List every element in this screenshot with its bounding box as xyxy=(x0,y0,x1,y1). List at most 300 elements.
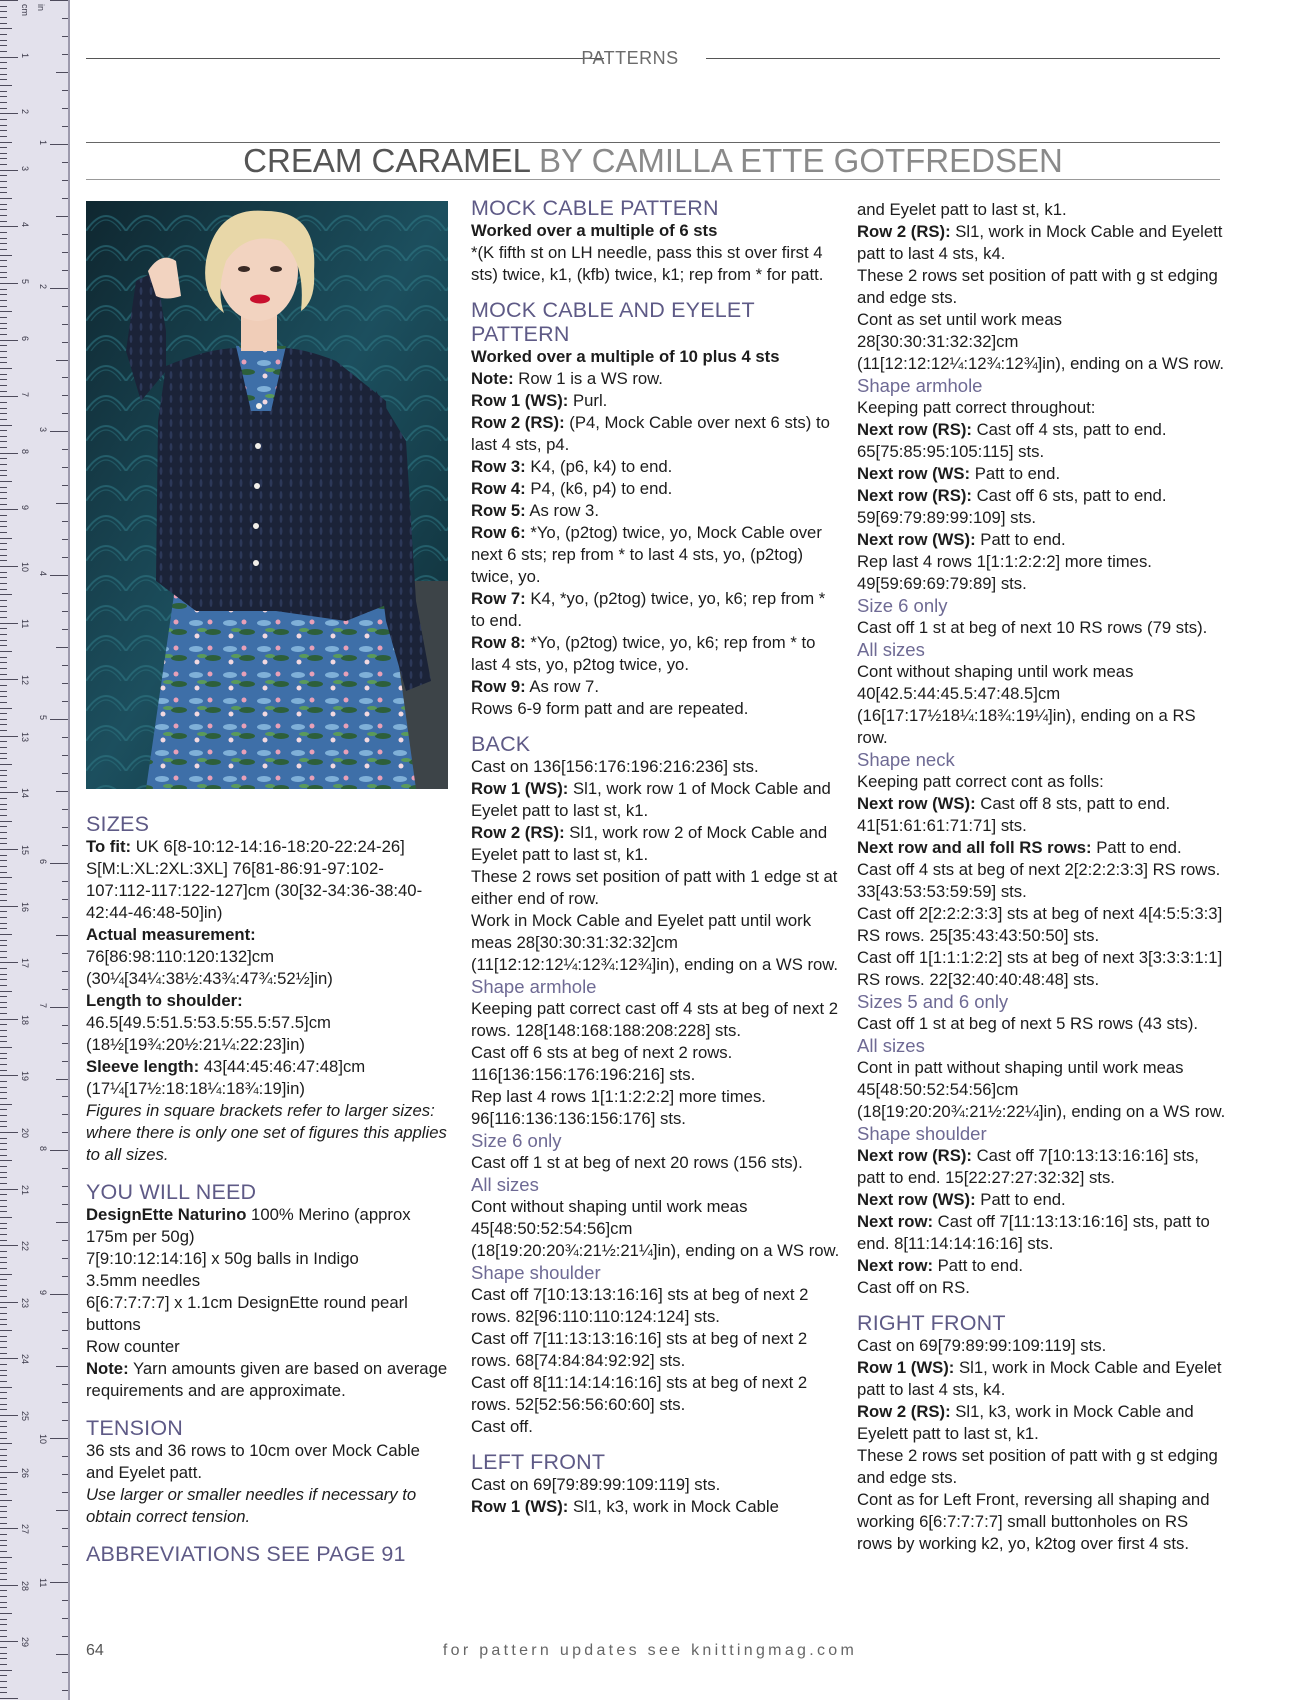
ruler-inch-label: 10 xyxy=(38,1434,48,1445)
ruler-cm-tick xyxy=(0,266,7,267)
ruler-cm-tick xyxy=(0,1438,7,1439)
ruler-cm-tick xyxy=(0,11,7,12)
ruler-cm-tick xyxy=(0,345,7,346)
ruler-cm-tick xyxy=(0,368,12,369)
ruler-inch-tick xyxy=(62,18,68,19)
ruler-cm-label: 3 xyxy=(20,165,30,171)
ruler-inch-tick xyxy=(62,917,68,918)
ruler-cm-tick xyxy=(0,1500,12,1501)
left-front-shoulder-3: Next row: Cast off 7[11:13:13:16:16] sts, patt to end. 8[11:14:14:16:16] sts. xyxy=(857,1212,1210,1253)
ruler-cm-tick xyxy=(0,611,7,612)
tension-note: Use larger or smaller needles if necessary to obtain correct tension. xyxy=(86,1485,417,1526)
ruler-cm-tick xyxy=(0,198,12,199)
yarn-note: Note: Yarn amounts given are based on average requirements and are approximate. xyxy=(86,1359,448,1400)
ruler-cm-tick xyxy=(0,594,12,595)
mock-eyelet-row-5: Row 5: As row 3. xyxy=(471,501,599,520)
ruler-cm-tick xyxy=(0,441,7,442)
ruler-cm-label: 14 xyxy=(20,788,30,799)
ruler-cm-tick xyxy=(0,1381,7,1382)
ruler-cm-tick xyxy=(0,1302,18,1303)
ruler-inch-tick xyxy=(56,72,68,73)
mock-cable-text: *(K fifth st on LH needle, pass this st over first 4 sts) twice, k1, (kfb) twice, k1; rep from * for patt. xyxy=(471,243,824,284)
ruler-cm-tick xyxy=(0,215,7,216)
ruler-cm-tick xyxy=(0,1126,7,1127)
ruler-inch-tick xyxy=(62,162,68,163)
ruler-inch-tick xyxy=(56,503,68,504)
ruler-cm-tick xyxy=(0,543,7,544)
ruler-cm-tick xyxy=(0,736,18,737)
ruler-cm-tick xyxy=(0,1194,7,1195)
heading-abbreviations: ABBREVIATIONS SEE PAGE 91 xyxy=(86,1542,406,1566)
ruler-inch-label: 6 xyxy=(38,858,48,864)
ruler-inch-tick xyxy=(62,108,68,109)
mock-cable-worked: Worked over a multiple of 6 sts xyxy=(471,221,718,240)
left-front-rep: Rep last 4 rows 1[1:1:2:2:2] more times. 49[59:69:69:79:89] sts. xyxy=(857,552,1152,593)
left-front-cont: Cont as set until work meas 28[30:30:31:32:32]cm (11[12:12:12¼:12¾:12¾]in), ending on a WS row. xyxy=(857,310,1225,373)
ruler-cm-tick xyxy=(0,1568,7,1569)
ruler-cm-tick xyxy=(0,532,7,533)
ruler-inch-tick xyxy=(62,377,68,378)
ruler-inch-tick xyxy=(62,306,68,307)
ruler-cm-tick xyxy=(0,1336,7,1337)
ruler-cm-tick xyxy=(0,1268,7,1269)
heading-you-will-need: YOU WILL NEED xyxy=(86,1180,257,1204)
ruler-inch-label: 1 xyxy=(38,139,48,145)
ruler-inch-tick xyxy=(62,270,68,271)
left-front-shape-neck: Shape neck xyxy=(857,749,955,770)
ruler-cm-tick xyxy=(0,402,7,403)
ruler-cm-label: 16 xyxy=(20,901,30,912)
left-front-next-3: Next row (RS): Cast off 6 sts, patt to end. 59[69:79:89:99:109] sts. xyxy=(857,486,1167,527)
ruler-cm-tick xyxy=(0,340,18,341)
ruler-cm-tick xyxy=(0,668,7,669)
ruler-cm-tick xyxy=(0,860,7,861)
ruler-inch-tick xyxy=(62,467,68,468)
ruler-cm-tick xyxy=(0,974,7,975)
ruler-inch-tick xyxy=(62,1384,68,1385)
ruler-cm-tick xyxy=(0,1534,7,1535)
ruler-cm-tick xyxy=(0,1698,18,1699)
ruler-cm-tick xyxy=(0,787,7,788)
ruler-cm-tick xyxy=(0,804,7,805)
left-front-all-heading: All sizes xyxy=(857,639,925,660)
mock-eyelet-row-7: Row 7: K4, *yo, (p2tog) twice, yo, k6; rep from * to end. xyxy=(471,589,826,630)
back-armhole-1: Keeping patt correct cast off 4 sts at beg of next 2 rows. 128[148:168:188:208:228] sts. xyxy=(471,999,839,1040)
ruler-cm-label: 1 xyxy=(20,52,30,58)
sleeve-length: Sleeve length: 43[44:45:46:47:48]cm (17¼[17½:18:18¼:18¾:19]in) xyxy=(86,1057,366,1098)
footer-text: for pattern updates see knittingmag.com xyxy=(442,1642,858,1659)
left-front-next-1: Next row (RS): Cast off 4 sts, patt to end. 65[75:85:95:105:115] sts. xyxy=(857,420,1167,461)
ruler-cm-tick xyxy=(0,1092,7,1093)
ruler-cm-tick xyxy=(0,17,7,18)
ruler-cm-tick xyxy=(0,555,7,556)
ruler-cm-tick xyxy=(0,1573,7,1574)
ruler-cm-tick xyxy=(0,894,7,895)
left-front-next-4: Next row (WS): Patt to end. xyxy=(857,530,1066,549)
ruler-cm-tick xyxy=(0,1330,12,1331)
ruler-inch-tick xyxy=(62,1132,68,1133)
left-front-sizes-5-6-heading: Sizes 5 and 6 only xyxy=(857,991,1009,1012)
ruler-cm-tick xyxy=(0,758,7,759)
model-photo-illustration xyxy=(86,201,448,789)
ruler-inch-tick xyxy=(62,665,68,666)
mock-eyelet-end: Rows 6-9 form patt and are repeated. xyxy=(471,699,749,718)
ruler-cm-tick xyxy=(0,136,7,137)
ruler-cm-tick xyxy=(0,125,7,126)
ruler-cm-tick xyxy=(0,1653,7,1654)
ruler-cm-tick xyxy=(0,504,7,505)
ruler-cm-tick xyxy=(0,1098,7,1099)
length-to-shoulder: 46.5[49.5:51.5:53.5:55.5:57.5]cm (18½[19¾:20½:21¼:22:23]in) xyxy=(86,1013,331,1054)
ruler-cm-tick xyxy=(0,436,7,437)
ruler-inch-tick xyxy=(62,1258,68,1259)
ruler-cm-tick xyxy=(0,900,7,901)
ruler-inch-tick xyxy=(50,719,68,720)
ruler-inch-tick xyxy=(62,701,68,702)
ruler-inch-tick xyxy=(62,1564,68,1565)
ruler-cm-label: 17 xyxy=(20,958,30,969)
ruler-cm-tick xyxy=(0,481,12,482)
ruler-cm-tick xyxy=(0,792,18,793)
ruler-cm-tick xyxy=(0,1472,18,1473)
ruler-cm-tick xyxy=(0,662,7,663)
ruler-cm-tick xyxy=(0,730,7,731)
ruler-cm-tick xyxy=(0,1421,7,1422)
column-sizes xyxy=(86,812,448,1566)
ruler-inch-tick xyxy=(62,1043,68,1044)
measuring-ruler xyxy=(0,0,70,1700)
ruler-inch-tick xyxy=(62,1240,68,1241)
ruler-cm-tick xyxy=(0,1466,7,1467)
ruler-cm-tick xyxy=(0,226,18,227)
ruler-inch-tick xyxy=(56,216,68,217)
heading-tension: TENSION xyxy=(86,1416,183,1440)
left-front-all2: Cont in patt without shaping until work meas 45[48:50:52:54:56]cm (18[19:20:20¾:21½:22¼]in), ending on a WS row. xyxy=(857,1058,1226,1121)
actual-measurement: 76[86:98:110:120:132]cm (30¼[34¼:38½:43¾:47¾:52½]in) xyxy=(86,947,333,988)
ruler-cm-tick xyxy=(0,826,7,827)
ruler-cm-label: 26 xyxy=(20,1467,30,1478)
ruler-cm-tick xyxy=(0,985,7,986)
section-label: PATTERNS xyxy=(581,48,679,68)
ruler-cm-tick xyxy=(0,170,18,171)
ruler-cm-tick xyxy=(0,470,7,471)
ruler-cm-tick xyxy=(0,102,7,103)
ruler-cm-tick xyxy=(0,396,18,397)
ruler-inch-tick xyxy=(62,1348,68,1349)
ruler-cm-tick xyxy=(0,1319,7,1320)
ruler-cm-tick xyxy=(0,815,7,816)
ruler-cm-tick xyxy=(0,1619,7,1620)
ruler-cm-tick xyxy=(0,1047,12,1048)
ruler-cm-label: 21 xyxy=(20,1184,30,1195)
ruler-cm-tick xyxy=(0,28,12,29)
ruler-cm-tick xyxy=(0,991,12,992)
ruler-cm-tick xyxy=(0,1257,7,1258)
ruler-inch-tick xyxy=(62,485,68,486)
ruler-cm-tick xyxy=(0,1585,18,1586)
back-size-6: Cast off 1 st at beg of next 20 rows (156 sts). xyxy=(471,1153,803,1172)
ruler-cm-tick xyxy=(0,1511,7,1512)
yarn: DesignEtte Naturino 100% Merino (approx 175m per 50g) xyxy=(86,1205,411,1246)
back-cast-on: Cast on 136[156:176:196:216:236] sts. xyxy=(471,757,759,776)
ruler-inch-tick xyxy=(62,1186,68,1187)
left-front-neck-5: Cast off 1[1:1:1:2:2] sts at beg of next 3[3:3:3:1:1] RS rows. 22[32:40:40:48:48] sts. xyxy=(857,948,1223,989)
ruler-inch-tick xyxy=(62,683,68,684)
mock-eyelet-row-1: Row 1 (WS): Purl. xyxy=(471,391,608,410)
ruler-cm-tick xyxy=(0,374,7,375)
ruler-cm-label: 29 xyxy=(20,1637,30,1648)
ruler-cm-tick xyxy=(0,1285,7,1286)
ruler-cm-tick xyxy=(0,1290,7,1291)
back-shoulder-2: Cast off 7[11:13:13:16:16] sts at beg of next 2 rows. 68[74:84:84:92:92] sts. xyxy=(471,1329,808,1370)
title-main: CREAM CARAMEL xyxy=(243,142,530,179)
ruler-cm-tick xyxy=(0,1166,7,1167)
ruler-cm-label: 5 xyxy=(20,279,30,285)
left-front-neck-3: Cast off 4 sts at beg of next 2[2:2:2:3:3] RS rows. 33[43:53:53:59:59] sts. xyxy=(857,860,1221,901)
ruler-cm-tick xyxy=(0,1375,7,1376)
ruler-inch-tick xyxy=(62,845,68,846)
ruler-inch-tick xyxy=(62,90,68,91)
ruler-cm-tick xyxy=(0,719,7,720)
ruler-cm-tick xyxy=(0,1647,7,1648)
ruler-cm-tick xyxy=(0,1398,7,1399)
left-front-cast-off: Cast off on RS. xyxy=(857,1278,970,1297)
ruler-cm-tick xyxy=(0,1670,12,1671)
ruler-cm-tick xyxy=(0,1132,18,1133)
ruler-cm-tick xyxy=(0,1523,7,1524)
ruler-cm-label: 9 xyxy=(20,505,30,511)
ruler-cm-label: 28 xyxy=(20,1580,30,1591)
heading-left-front: LEFT FRONT xyxy=(471,1450,606,1474)
ruler-cm-tick xyxy=(0,243,7,244)
ruler-cm-tick xyxy=(0,1211,7,1212)
ruler-cm-tick xyxy=(0,74,7,75)
back-work: Work in Mock Cable and Eyelet patt until work meas 28[30:30:31:32:32]cm (11[12:12:12¼:12¾:12¾]in), ending on a WS row. xyxy=(471,911,839,974)
ruler-inch-label: 3 xyxy=(38,427,48,433)
ruler-cm-tick xyxy=(0,549,7,550)
right-front-row-1: Row 1 (WS): Sl1, work in Mock Cable and Eyelet patt to last 4 sts, k4. xyxy=(857,1358,1222,1399)
ruler-inch-tick xyxy=(62,971,68,972)
ruler-inch-tick xyxy=(50,144,68,145)
left-front-row-2: Row 2 (RS): Sl1, work in Mock Cable and Eyelett patt to last 4 sts, k4. xyxy=(857,222,1223,263)
ruler-cm-tick xyxy=(0,1353,7,1354)
mock-eyelet-row-3: Row 3: K4, (p6, k4) to end. xyxy=(471,457,673,476)
ruler-cm-label: 4 xyxy=(20,222,30,228)
ruler-inch-tick xyxy=(56,1366,68,1367)
ruler-inch-tick xyxy=(62,521,68,522)
heading-sizes: SIZES xyxy=(86,812,150,836)
ruler-cm-tick xyxy=(0,492,7,493)
ruler-inch-tick xyxy=(62,324,68,325)
left-front-neck-2: Next row and all foll RS rows: Patt to end. xyxy=(857,838,1182,857)
ruler-cm-tick xyxy=(0,685,7,686)
ruler-cm-tick xyxy=(0,1143,7,1144)
ruler-cm-tick xyxy=(0,1358,18,1359)
ruler-cm-label: 2 xyxy=(20,109,30,115)
ruler-cm-tick xyxy=(0,306,7,307)
ruler-cm-tick xyxy=(0,379,7,380)
ruler-cm-tick xyxy=(0,838,7,839)
ruler-cm-tick xyxy=(0,1053,7,1054)
ruler-inch-tick xyxy=(62,557,68,558)
ruler-cm-tick xyxy=(0,1087,7,1088)
left-front-shape-armhole: Shape armhole xyxy=(857,375,983,396)
ruler-inch-tick xyxy=(62,809,68,810)
ruler-cm-tick xyxy=(0,1636,7,1637)
title-byline: BY CAMILLA ETTE GOTFREDSEN xyxy=(538,142,1063,179)
ruler-cm-tick xyxy=(0,1007,7,1008)
ruler-cm-tick xyxy=(0,855,7,856)
ruler-cm-label: 11 xyxy=(20,618,30,628)
ruler-cm-tick xyxy=(0,498,7,499)
ruler-inch-tick xyxy=(62,413,68,414)
ruler-cm-label: 12 xyxy=(20,675,30,686)
ruler-cm-tick xyxy=(0,425,12,426)
ruler-inch-tick xyxy=(62,1528,68,1529)
back-all-sizes-heading: All sizes xyxy=(471,1174,539,1195)
ruler-inch-tick xyxy=(56,1222,68,1223)
ruler-cm-tick xyxy=(0,1607,7,1608)
ruler-cm-tick xyxy=(0,560,7,561)
left-front-all: Cont without shaping until work meas 40[42.5:44:45.5:47:48.5]cm (16[17:17½18¼:18¾:19¼]in), ending on a RS row. xyxy=(857,662,1196,747)
ruler-cm-label: 25 xyxy=(20,1411,30,1422)
to-fit: To fit: UK 6[8-10:12-14:16-18:20-22:24-26] S[M:L:XL:2XL:3XL] 76[81-86:91-97:102-107:112-117:122-127]cm (30[32-34:36-38:40-42:44-46:48-50]in) xyxy=(86,837,423,922)
ruler-cm-tick xyxy=(0,40,7,41)
ruler-inch-tick xyxy=(50,431,68,432)
ruler-inch-tick xyxy=(62,1492,68,1493)
ruler-cm-tick xyxy=(0,1228,7,1229)
ruler-cm-tick xyxy=(0,1160,12,1161)
ruler-inch-tick xyxy=(62,180,68,181)
ruler-cm-tick xyxy=(0,577,7,578)
ruler-cm-tick xyxy=(0,317,7,318)
ruler-cm-tick xyxy=(0,130,7,131)
ruler-inch-tick xyxy=(50,0,68,1)
model-photo xyxy=(86,201,448,789)
ruler-cm-tick xyxy=(0,119,7,120)
ruler-cm-label: 6 xyxy=(20,335,30,341)
ruler-inch-tick xyxy=(62,1312,68,1313)
ruler-cm-tick xyxy=(0,238,7,239)
tension-text: 36 sts and 36 rows to 10cm over Mock Cable and Eyelet patt. xyxy=(86,1441,420,1482)
ruler-cm-tick xyxy=(0,872,7,873)
ruler-cm-tick xyxy=(0,708,12,709)
ruler-cm-tick xyxy=(0,843,7,844)
ruler-cm-tick xyxy=(0,979,7,980)
back-row-2: Row 2 (RS): Sl1, work row 2 of Mock Cable and Eyelet patt to last st, k1. xyxy=(471,823,828,864)
back-row-1: Row 1 (WS): Sl1, work row 1 of Mock Cable and Eyelet patt to last st, k1. xyxy=(471,779,831,820)
ruler-cm-tick xyxy=(0,79,7,80)
ruler-cm-tick xyxy=(0,1121,7,1122)
ruler-inch-tick xyxy=(62,1420,68,1421)
ruler-inch-tick xyxy=(62,989,68,990)
ruler-cm-tick xyxy=(0,1274,12,1275)
ruler-inch-tick xyxy=(62,36,68,37)
ruler-cm-tick xyxy=(0,741,7,742)
ruler-cm-label: 19 xyxy=(20,1071,30,1082)
ruler-cm-label: 10 xyxy=(20,562,30,573)
ruler-inch-tick xyxy=(62,953,68,954)
ruler-cm-tick xyxy=(0,1562,7,1563)
ruler-cm-tick xyxy=(0,1415,18,1416)
ruler-inch-tick xyxy=(62,737,68,738)
ruler-cm-tick xyxy=(0,889,7,890)
ruler-unit-in: in xyxy=(36,4,46,12)
ruler-inch-tick xyxy=(50,1294,68,1295)
ruler-inch-label: 4 xyxy=(38,571,48,577)
ruler-cm-tick xyxy=(0,1347,7,1348)
left-front-neck-keep: Keeping patt correct cont as folls: xyxy=(857,772,1104,791)
ruler-cm-tick xyxy=(0,96,7,97)
ruler-cm-tick xyxy=(0,832,7,833)
ruler-cm-tick xyxy=(0,1528,18,1529)
ruler-inch-tick xyxy=(62,539,68,540)
left-front-shoulder-1: Next row (RS): Cast off 7[10:13:13:16:16] sts, patt to end. 15[22:27:27:32:32] sts. xyxy=(857,1146,1199,1187)
ruler-cm-label: 23 xyxy=(20,1297,30,1308)
ruler-cm-tick xyxy=(0,1115,7,1116)
ruler-cm-tick xyxy=(0,1109,7,1110)
ruler-inch-tick xyxy=(56,1079,68,1080)
ruler-cm-tick xyxy=(0,1579,7,1580)
ruler-cm-tick xyxy=(0,57,18,58)
ruler-cm-tick xyxy=(0,957,7,958)
ruler-cm-tick xyxy=(0,175,7,176)
ruler-cm-tick xyxy=(0,153,7,154)
ruler-inch-tick xyxy=(56,360,68,361)
ruler-cm-label: 13 xyxy=(20,731,30,742)
ruler-cm-tick xyxy=(0,51,7,52)
ruler-cm-tick xyxy=(0,764,12,765)
ruler-cm-tick xyxy=(0,362,7,363)
ruler-inch-tick xyxy=(62,1025,68,1026)
ruler-inch-tick xyxy=(50,1582,68,1583)
ruler-cm-tick xyxy=(0,1024,7,1025)
ruler-cm-tick xyxy=(0,657,7,658)
ruler-cm-tick xyxy=(0,91,7,92)
ruler-cm-tick xyxy=(0,192,7,193)
ruler-cm-label: 8 xyxy=(20,448,30,454)
yarn-balls: 7[9:10:12:14:16] x 50g balls in Indigo xyxy=(86,1249,359,1268)
back-shape-shoulder: Shape shoulder xyxy=(471,1262,601,1283)
heading-mock-cable-eyelet: MOCK CABLE AND EYELET PATTERN xyxy=(471,298,755,346)
ruler-cm-tick xyxy=(0,221,7,222)
ruler-cm-label: 27 xyxy=(20,1524,30,1535)
ruler-inch-tick xyxy=(50,1438,68,1439)
ruler-inch-label: 8 xyxy=(38,1146,48,1152)
ruler-cm-tick xyxy=(0,781,7,782)
left-front-next-2: Next row (WS: Patt to end. xyxy=(857,464,1061,483)
ruler-cm-tick xyxy=(0,1324,7,1325)
ruler-cm-tick xyxy=(0,323,7,324)
ruler-cm-tick xyxy=(0,45,7,46)
left-front-neck-1: Next row (WS): Cast off 8 sts, patt to end. 41[51:61:61:71:71] sts. xyxy=(857,794,1171,835)
ruler-cm-tick xyxy=(0,951,7,952)
ruler-cm-tick xyxy=(0,1387,12,1388)
ruler-inch-tick xyxy=(62,1276,68,1277)
ruler-cm-tick xyxy=(0,23,7,24)
ruler-cm-tick xyxy=(0,538,12,539)
ruler-cm-tick xyxy=(0,940,7,941)
heading-back: BACK xyxy=(471,732,531,756)
ruler-cm-tick xyxy=(0,1477,7,1478)
ruler-cm-tick xyxy=(0,623,18,624)
ruler-cm-tick xyxy=(0,142,12,143)
ruler-cm-tick xyxy=(0,724,7,725)
ruler-cm-tick xyxy=(0,617,7,618)
ruler-inch-tick xyxy=(62,1402,68,1403)
ruler-cm-tick xyxy=(0,62,7,63)
left-front-all2-heading: All sizes xyxy=(857,1035,925,1056)
